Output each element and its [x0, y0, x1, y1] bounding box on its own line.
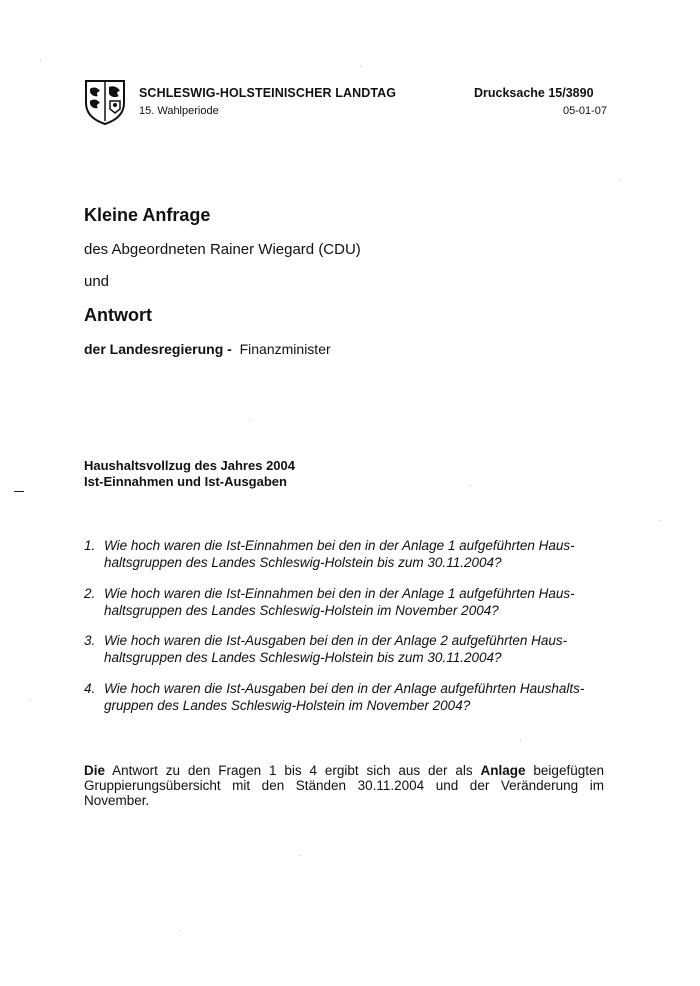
- answer-text-part-2: beigefügten Gruppierungsübersicht mit den Ständen 30.11.2004 und der Veränderung im November.: [84, 763, 604, 808]
- responder-separator: -: [227, 341, 232, 357]
- answer-lead: Die: [84, 763, 106, 778]
- responder-ministry: Finanzminister: [239, 341, 331, 357]
- responder-government: der Landesregierung: [84, 341, 224, 357]
- question-text-line-1: Wie hoch waren die Ist-Ausgaben bei den in der Anlage aufgeführten Haushalts-: [104, 681, 585, 696]
- question-number: 4.: [84, 681, 96, 696]
- answer-anlage: Anlage: [480, 763, 526, 778]
- subject-line-1: Haushaltsvollzug des Jahres 2004: [84, 458, 295, 473]
- question-text-line-2: haltsgruppen des Landes Schleswig-Holstein bis zum 30.11.2004?: [104, 650, 502, 665]
- answer-heading: Antwort: [84, 305, 152, 325]
- question-item: [84, 585, 614, 619]
- author-line: des Abgeordneten Rainer Wiegard (CDU): [84, 241, 361, 258]
- scan-speck: [660, 520, 661, 521]
- question-number: 3.: [84, 633, 96, 648]
- responder-line: [84, 341, 331, 357]
- coat-of-arms-icon: [84, 79, 126, 125]
- scan-speck: [520, 740, 521, 741]
- question-text-line-2: haltsgruppen des Landes Schleswig-Holstein im November 2004?: [104, 603, 499, 618]
- question-item: [84, 680, 614, 714]
- question-text-line-2: gruppen des Landes Schleswig-Holstein im November 2004?: [104, 698, 471, 713]
- scan-speck: [360, 66, 361, 67]
- question-text-line-1: Wie hoch waren die Ist-Einnahmen bei den in der Anlage 1 aufgeführten Haus-: [104, 538, 575, 553]
- scan-speck: [30, 700, 31, 701]
- question-text-line-1: Wie hoch waren die Ist-Einnahmen bei den in der Anlage 1 aufgeführten Haus-: [104, 586, 575, 601]
- answer-text-part-1: Antwort zu den Fragen 1 bis 4 ergibt sich aus der als: [105, 763, 481, 778]
- subject-line-2: Ist-Einnahmen und Ist-Ausgaben: [84, 474, 287, 489]
- parliament-name: SCHLESWIG-HOLSTEINISCHER LANDTAG: [139, 86, 397, 100]
- question-number: 1.: [84, 538, 96, 553]
- question-item: [84, 632, 614, 666]
- document-number: Drucksache 15/3890: [474, 86, 594, 100]
- question-item: [84, 537, 614, 571]
- scan-speck: [250, 420, 251, 421]
- legislative-period: 15. Wahlperiode: [139, 105, 219, 117]
- question-number: 2.: [84, 586, 96, 601]
- document-type-heading: Kleine Anfrage: [84, 205, 211, 225]
- scan-speck: [180, 930, 181, 931]
- scan-speck: [40, 60, 41, 61]
- margin-mark: [14, 491, 24, 492]
- answer-paragraph: [84, 763, 604, 808]
- question-text-line-2: haltsgruppen des Landes Schleswig-Holstein bis zum 30.11.2004?: [104, 555, 502, 570]
- scan-speck: [470, 485, 471, 486]
- subject-block: [84, 458, 295, 490]
- scan-speck: [620, 180, 621, 181]
- document-date: 05-01-07: [562, 105, 607, 117]
- scan-speck: [300, 855, 301, 856]
- question-text-line-1: Wie hoch waren die Ist-Ausgaben bei den in der Anlage 2 aufgeführten Haus-: [104, 633, 568, 648]
- conjunction: und: [84, 273, 110, 290]
